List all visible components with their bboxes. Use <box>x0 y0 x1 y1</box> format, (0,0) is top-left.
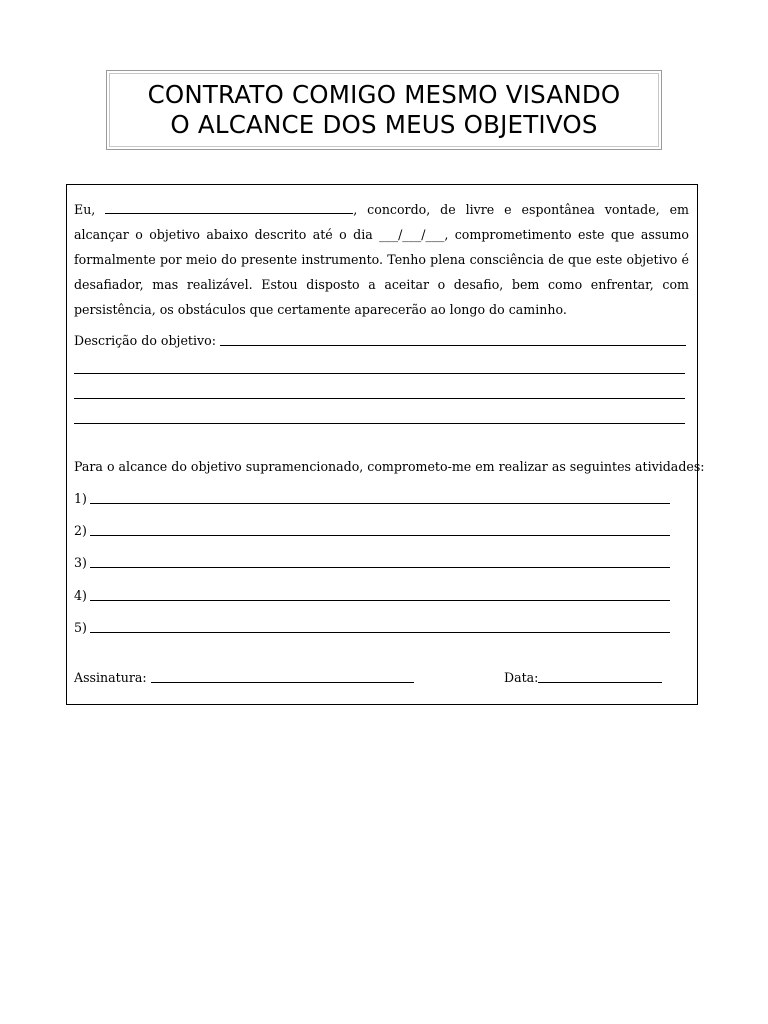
name-field[interactable] <box>105 201 353 214</box>
activities-intro <box>74 459 705 475</box>
activity-number: 3) <box>74 555 87 570</box>
activity-row <box>74 620 670 636</box>
activity-number: 4) <box>74 588 87 603</box>
objective-line-3[interactable] <box>74 398 685 399</box>
contract-form <box>66 184 705 705</box>
activity-row <box>74 588 670 604</box>
activity-row <box>74 523 670 539</box>
objective-line-4[interactable] <box>74 423 685 424</box>
contract-text-2: , comprometimento este que assumo formalmente por meio do presente instrumento. Tenho plena consciência de que este objetivo é desafiador, mas realizável. Estou disposto a aceitar o desafio, bem como enfrentar, com persistência, os obstáculos que certamente aparecerão ao longo do caminho. <box>74 227 689 317</box>
activity-field[interactable] <box>90 534 670 536</box>
objective-label: Descrição do objetivo: <box>74 333 216 348</box>
objective-line-2[interactable] <box>74 373 685 374</box>
activity-number: 2) <box>74 523 87 538</box>
activity-number: 1) <box>74 491 87 506</box>
date-row <box>504 670 662 686</box>
contract-paragraph <box>74 197 689 322</box>
activity-field[interactable] <box>90 599 670 601</box>
document-title-box <box>106 70 662 150</box>
activity-field[interactable] <box>90 631 670 633</box>
activity-row <box>74 555 670 571</box>
date-field[interactable] <box>538 681 662 683</box>
activity-field[interactable] <box>90 566 670 568</box>
activity-row <box>74 491 670 507</box>
date-label: Data: <box>504 670 539 685</box>
signature-field[interactable] <box>151 681 414 683</box>
activity-number: 5) <box>74 620 87 635</box>
objective-row <box>74 333 686 349</box>
document-title-line-2: O ALCANCE DOS MEUS OBJETIVOS <box>170 110 598 139</box>
contract-eu: Eu, <box>74 202 96 217</box>
activity-field[interactable] <box>90 502 670 504</box>
activities-intro-text: Para o alcance do objetivo supramencionado, comprometo-me em realizar as seguintes atividades: <box>74 459 705 474</box>
signature-label: Assinatura: <box>74 670 147 685</box>
contract-text-1: , concordo, de livre e espontânea vontade, em alcançar o objetivo abaixo descrito até o dia <box>74 202 689 242</box>
document-title-line-1: CONTRATO COMIGO MESMO VISANDO <box>147 80 621 109</box>
deadline-date-field[interactable]: ___/___/___ <box>379 227 445 242</box>
objective-field[interactable] <box>220 344 686 346</box>
signature-row <box>74 670 414 686</box>
